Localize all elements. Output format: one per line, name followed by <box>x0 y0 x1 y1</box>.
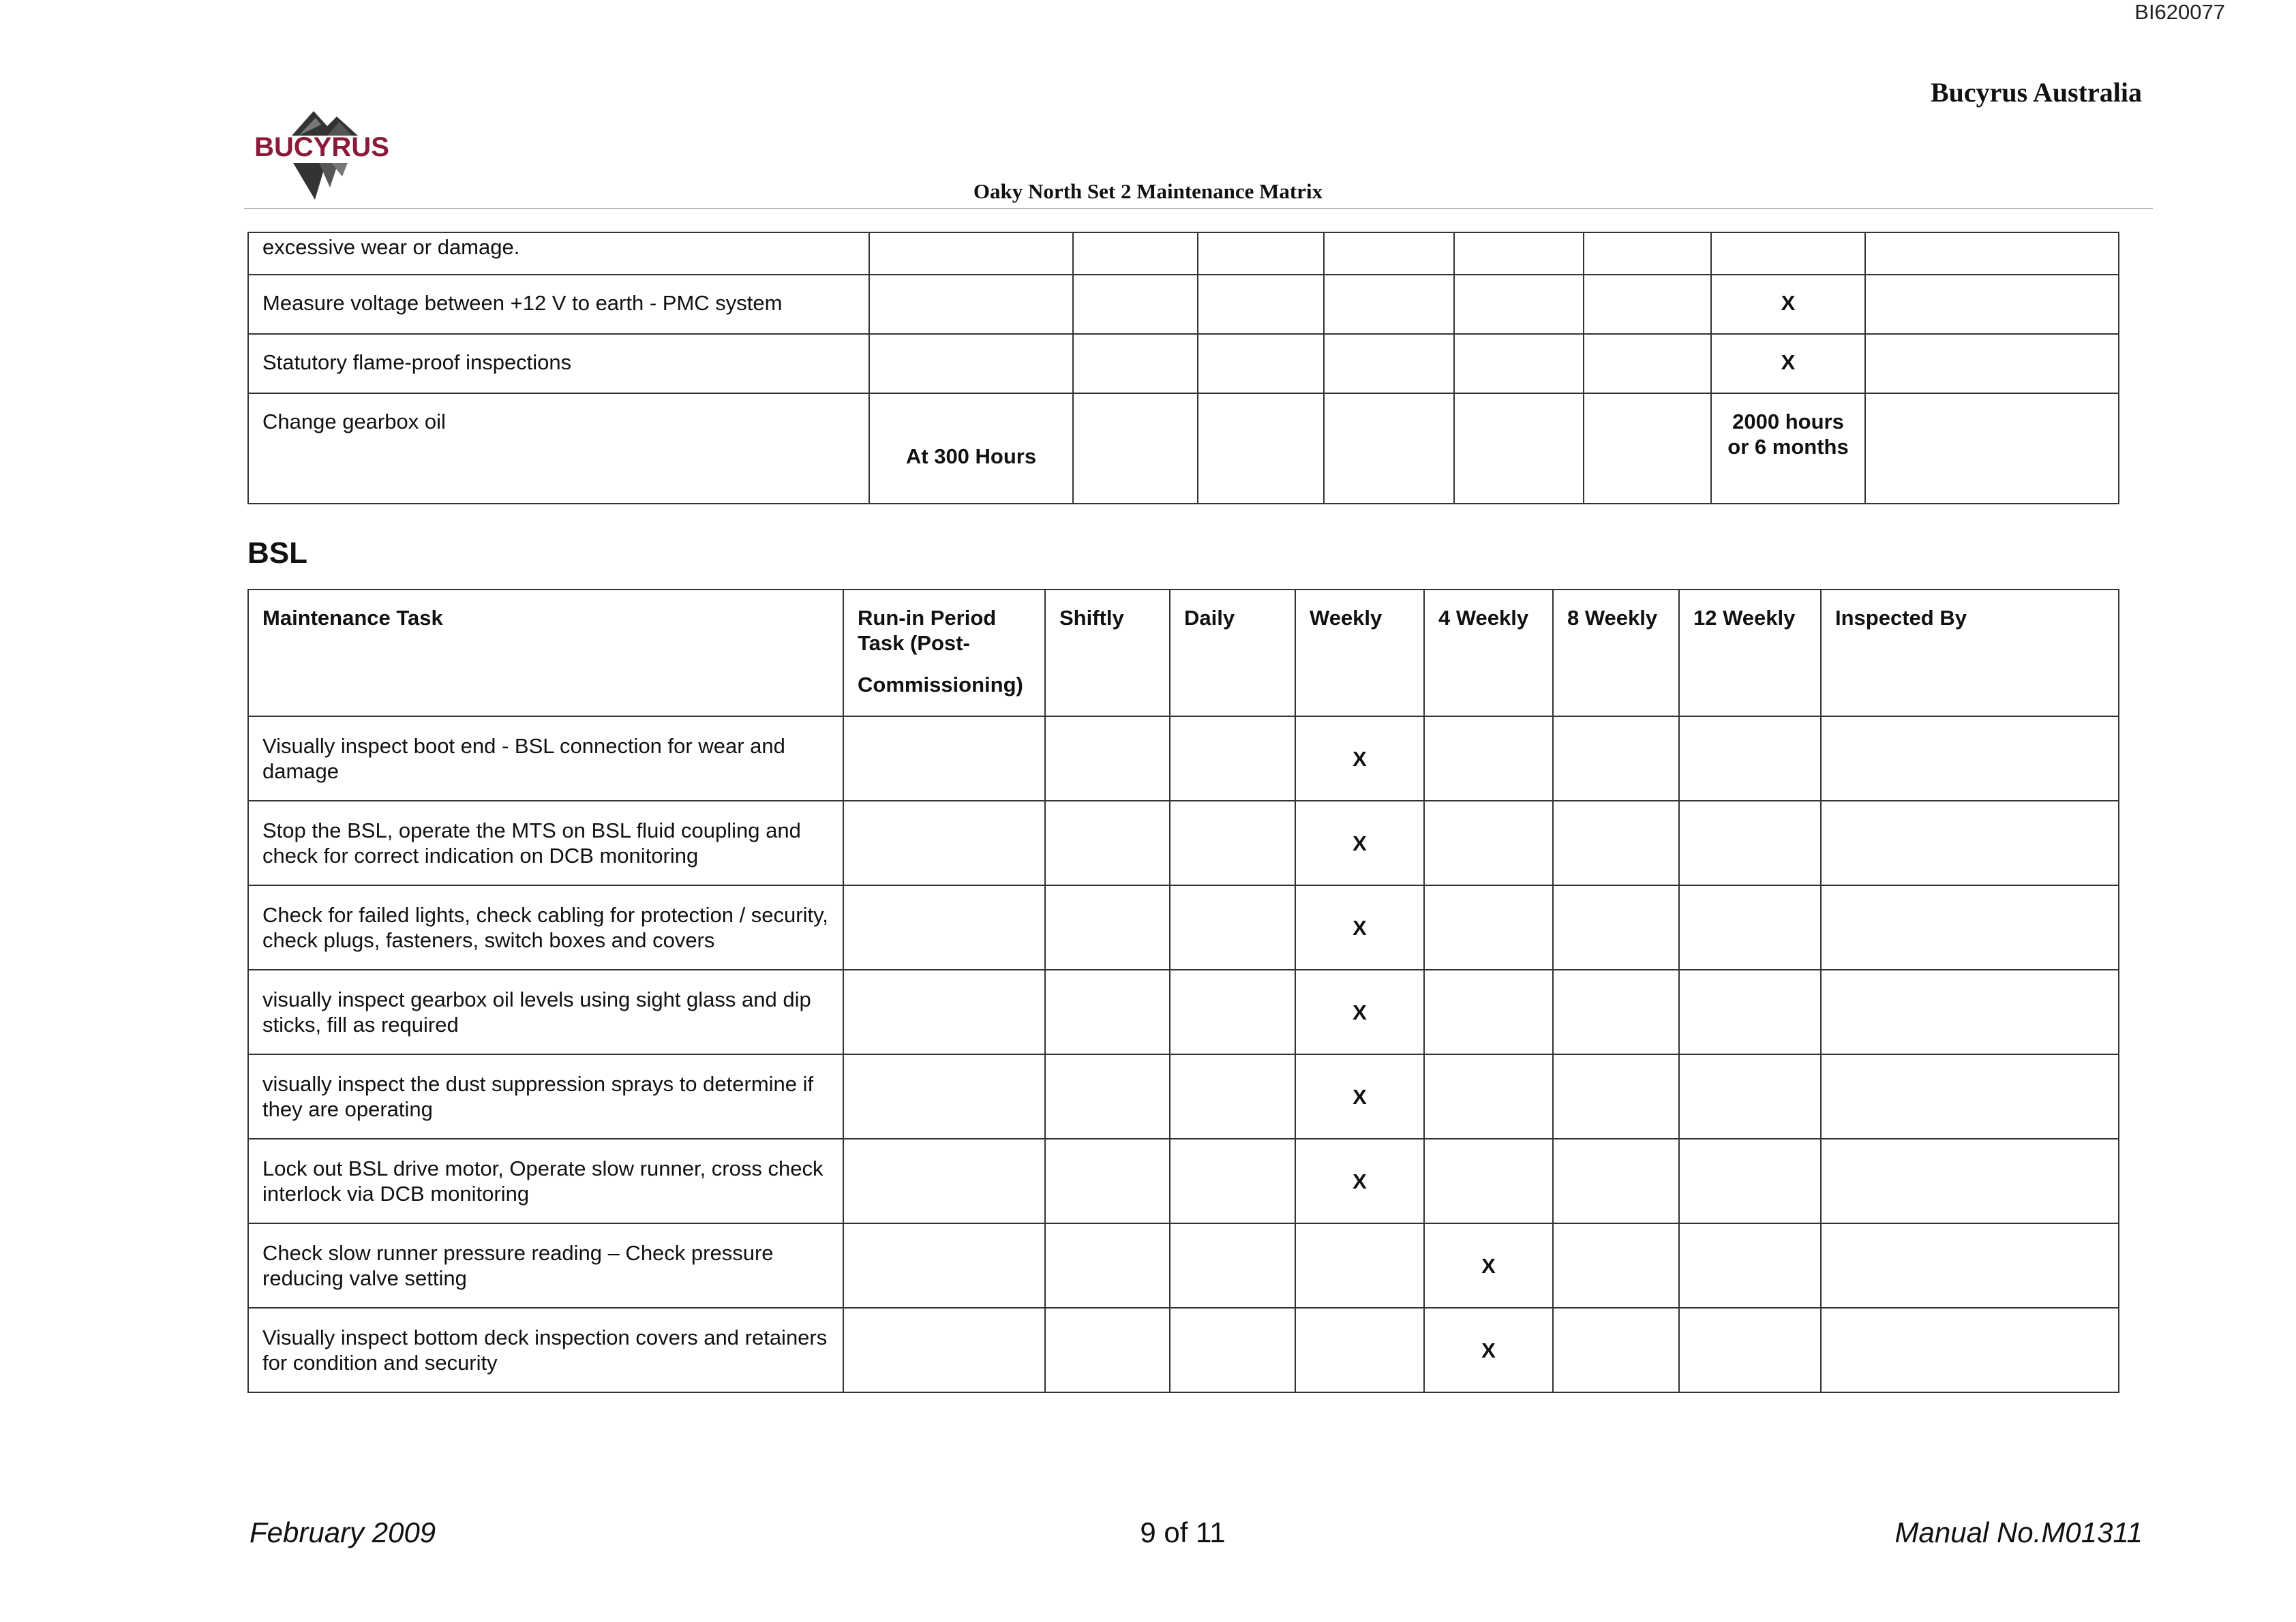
task-cell: Visually inspect bottom deck inspection covers and retainers for condition and security <box>248 1308 843 1392</box>
mark-cell <box>1711 232 1865 275</box>
task-cell: visually inspect the dust suppression sprays to determine if they are operating <box>248 1054 843 1139</box>
task-cell: visually inspect gearbox oil levels using sight glass and dip sticks, fill as required <box>248 970 843 1054</box>
4-weekly-cell <box>1424 885 1553 970</box>
task-cell: Stop the BSL, operate the MTS on BSL fluid coupling and check for correct indication on DCB monitoring <box>248 801 843 885</box>
weekly-cell: X <box>1295 970 1424 1054</box>
task-cell: Lock out BSL drive motor, Operate slow runner, cross check interlock via DCB monitoring <box>248 1139 843 1223</box>
header-weekly: Weekly <box>1295 590 1424 716</box>
weekly-cell: X <box>1295 716 1424 801</box>
4-weekly-cell <box>1424 970 1553 1054</box>
table-row <box>248 1308 2119 1392</box>
document-title: Oaky North Set 2 Maintenance Matrix <box>973 179 1323 203</box>
header-8-weekly: 8 Weekly <box>1553 590 1679 716</box>
footer-date: February 2009 <box>250 1516 436 1548</box>
header-inspected-by: Inspected By <box>1821 590 2119 716</box>
runin-cell: At 300 Hours <box>869 393 1073 504</box>
task-cell: Statutory flame-proof inspections <box>248 334 869 393</box>
weekly-cell <box>1295 1223 1424 1308</box>
table-row <box>248 275 2119 334</box>
weekly-cell <box>1295 1308 1424 1392</box>
document-id: BI620077 <box>2134 0 2225 24</box>
table-row <box>248 393 2119 504</box>
weekly-cell: X <box>1295 885 1424 970</box>
mark-cell: X <box>1711 275 1865 334</box>
header-shiftly: Shiftly <box>1045 590 1170 716</box>
header-12-weekly: 12 Weekly <box>1679 590 1821 716</box>
runin-cell <box>869 232 1073 275</box>
header-4-weekly: 4 Weekly <box>1424 590 1553 716</box>
weekly-cell: X <box>1295 1054 1424 1139</box>
4-weekly-cell <box>1424 1139 1553 1223</box>
4-weekly-cell <box>1424 716 1553 801</box>
table-row <box>248 716 2119 801</box>
mark-cell: X <box>1711 334 1865 393</box>
4-weekly-cell <box>1424 1054 1553 1139</box>
table-header-row <box>248 590 2119 716</box>
weekly-cell: X <box>1295 801 1424 885</box>
table-row <box>248 885 2119 970</box>
footer-page-number: 9 of 11 <box>1140 1516 1226 1548</box>
table-row <box>248 1223 2119 1308</box>
svg-text:BUCYRUS: BUCYRUS <box>254 132 389 162</box>
task-cell: Measure voltage between +12 V to earth - PMC system <box>248 275 869 334</box>
footer-manual-number: Manual No.M01311 <box>1894 1516 2143 1548</box>
interval-cell: 2000 hours or 6 months <box>1711 393 1865 504</box>
table-row <box>248 801 2119 885</box>
section-title: BSL <box>247 536 307 570</box>
table-row <box>248 232 2119 275</box>
header-runin: Run-in Period Task (Post- Commissioning) <box>843 590 1045 716</box>
weekly-cell: X <box>1295 1139 1424 1223</box>
task-cell: excessive wear or damage. <box>248 232 869 275</box>
header-task: Maintenance Task <box>248 590 843 716</box>
table-row <box>248 1054 2119 1139</box>
table-row <box>248 970 2119 1054</box>
task-cell: Visually inspect boot end - BSL connection for wear and damage <box>248 716 843 801</box>
task-cell: Check for failed lights, check cabling for protection / security, check plugs, fasteners, switch boxes and covers <box>248 885 843 970</box>
task-cell: Change gearbox oil <box>248 393 869 504</box>
4-weekly-cell: X <box>1424 1223 1553 1308</box>
maintenance-table-continued <box>247 232 2119 504</box>
header-divider <box>244 208 2153 209</box>
4-weekly-cell <box>1424 801 1553 885</box>
table-row <box>248 1139 2119 1223</box>
header-daily: Daily <box>1170 590 1295 716</box>
4-weekly-cell: X <box>1424 1308 1553 1392</box>
task-cell: Check slow runner pressure reading – Check pressure reducing valve setting <box>248 1223 843 1308</box>
company-name: Bucyrus Australia <box>1930 77 2142 108</box>
table-row <box>248 334 2119 393</box>
bsl-maintenance-table <box>247 589 2119 1393</box>
